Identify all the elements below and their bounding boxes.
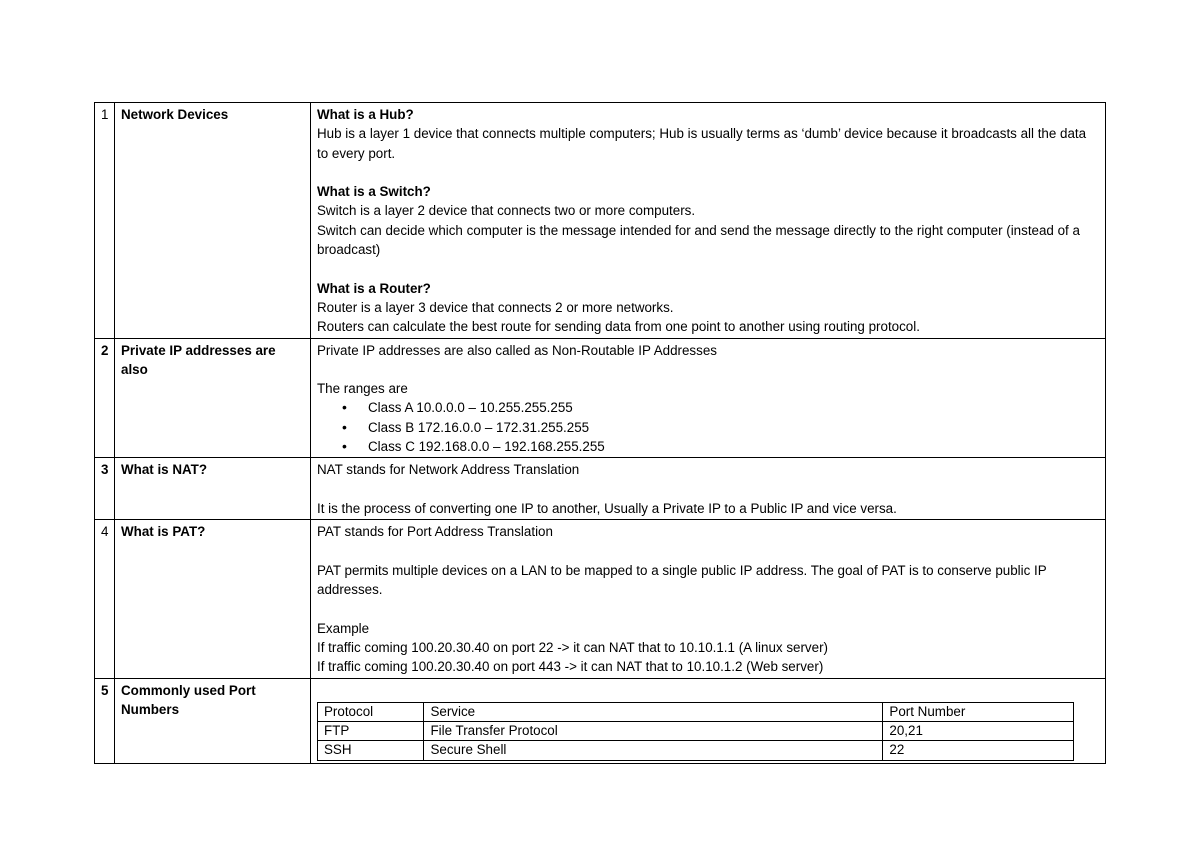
- row-content: [311, 458, 1106, 520]
- list-item: • Class C 192.168.0.0 – 192.168.255.255: [368, 437, 1100, 456]
- row-topic: Commonly used Port Numbers: [115, 678, 311, 763]
- table-row: [318, 721, 1074, 740]
- row-content: [311, 338, 1106, 458]
- header-protocol: Protocol: [318, 702, 424, 721]
- hub-text: Hub is a layer 1 device that connects multiple computers; Hub is usually terms as ‘dumb’ device because it broadcasts all the data to every port.: [317, 126, 1087, 161]
- cell-port: 20,21: [883, 721, 1074, 740]
- header-service: Service: [424, 702, 883, 721]
- row-number: 1: [95, 103, 115, 339]
- pat-description: PAT permits multiple devices on a LAN to be mapped to a single public IP address. The goal of PAT is to conserve public IP addresses.: [317, 562, 1047, 598]
- row-number: 4: [95, 520, 115, 678]
- row-content: [311, 678, 1106, 763]
- example-line-1: If traffic coming 100.20.30.40 on port 22 -> it can NAT that to 10.10.1.1 (A linux server): [317, 640, 828, 656]
- router-heading: What is a Router?: [317, 280, 431, 296]
- table-row: [95, 678, 1106, 763]
- list-item: • Class A 10.0.0.0 – 10.255.255.255: [368, 398, 1100, 417]
- cell-service: Secure Shell: [424, 741, 883, 760]
- switch-heading: What is a Switch?: [317, 184, 431, 200]
- private-ip-text: Private IP addresses are also called as Non-Routable IP Addresses: [317, 342, 717, 358]
- row-content: [311, 103, 1106, 339]
- router-text-1: Router is a layer 3 device that connects 2 or more networks.: [317, 299, 674, 315]
- notes-table: [94, 102, 1106, 764]
- header-port-number: Port Number: [883, 702, 1074, 721]
- hub-heading: What is a Hub?: [317, 107, 414, 122]
- table-row: [318, 741, 1074, 760]
- nat-definition: NAT stands for Network Address Translation: [317, 462, 580, 478]
- table-row: [95, 520, 1106, 678]
- table-row: [95, 103, 1106, 339]
- table-row: [95, 338, 1106, 458]
- row-number: 5: [95, 678, 115, 763]
- switch-text-1: Switch is a layer 2 device that connects two or more computers.: [317, 203, 696, 219]
- row-content: [311, 520, 1106, 678]
- router-text-2: Routers can calculate the best route for sending data from one point to another using routing protocol.: [317, 319, 920, 335]
- ranges-list: [317, 398, 1100, 456]
- pat-definition: PAT stands for Port Address Translation: [317, 524, 553, 540]
- row-topic: What is PAT?: [115, 520, 311, 678]
- list-item: • Class B 172.16.0.0 – 172.31.255.255: [368, 418, 1100, 437]
- ranges-intro: The ranges are: [317, 381, 408, 397]
- port-numbers-table: [317, 702, 1074, 761]
- cell-protocol: SSH: [318, 741, 424, 760]
- table-row: [95, 458, 1106, 520]
- row-topic: Network Devices: [115, 103, 311, 339]
- example-label: Example: [317, 620, 370, 636]
- row-number: 3: [95, 458, 115, 520]
- cell-port: 22: [883, 741, 1074, 760]
- nat-description: It is the process of converting one IP to another, Usually a Private IP to a Public IP and vice versa.: [317, 500, 897, 516]
- row-topic: What is NAT?: [115, 458, 311, 520]
- cell-service: File Transfer Protocol: [424, 721, 883, 740]
- cell-protocol: FTP: [318, 721, 424, 740]
- row-number: 2: [95, 338, 115, 458]
- switch-text-2: Switch can decide which computer is the message intended for and send the message directly to the right computer (instead of a broadcast): [317, 222, 1080, 258]
- port-table-header: [318, 702, 1074, 721]
- row-topic: Private IP addresses are also: [115, 338, 311, 458]
- example-line-2: If traffic coming 100.20.30.40 on port 443 -> it can NAT that to 10.10.1.2 (Web server): [317, 659, 824, 675]
